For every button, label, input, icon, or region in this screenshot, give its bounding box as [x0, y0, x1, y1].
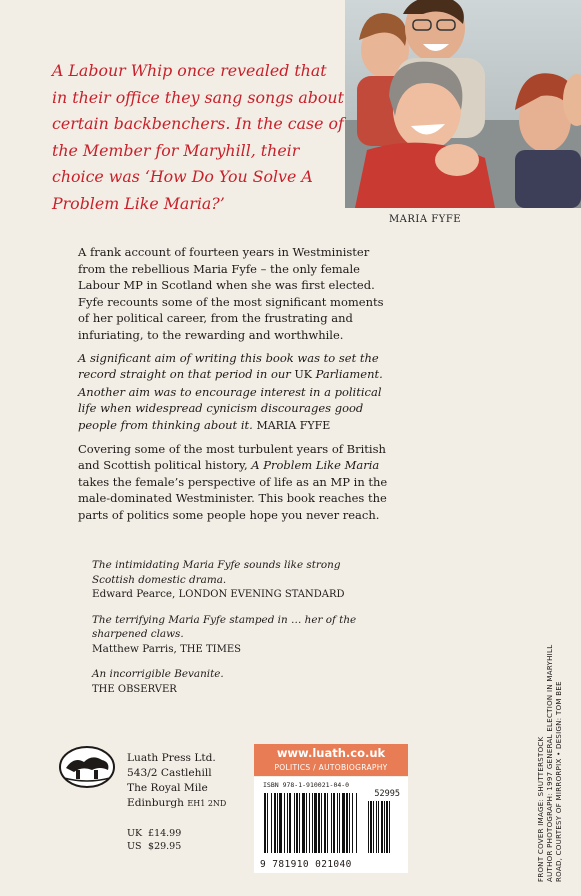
press-reviews — [92, 558, 382, 707]
blurb-2-before: Covering some of the most turbulent years of British and Scottish political history, — [78, 441, 386, 473]
image-credits — [537, 612, 564, 882]
photo-caption: MARIA FYFE — [388, 214, 462, 225]
review-credit — [92, 587, 382, 603]
barcode-addon-number: 52995 — [374, 789, 400, 799]
review-credit — [92, 682, 382, 698]
review-quote: An incorrigible Bevanite. — [92, 668, 224, 680]
blurb-2-after: takes the female’s perspective of life as an MP in the male-dominated Westminister. This book reaches the parts of politics some people hope you never reach. — [78, 474, 388, 522]
isbn-label: ISBN 978-1-910021-04-0 — [263, 781, 350, 789]
review-quote: The terrifying Maria Fyfe stamped in … her of the sharpened claws. — [92, 613, 357, 640]
review-name: Matthew Parris, — [92, 642, 181, 655]
publisher-logo-icon — [58, 744, 116, 790]
blurb-paragraph-2 — [78, 441, 396, 524]
price-row — [127, 827, 181, 840]
barcode-icon — [264, 789, 398, 859]
blurb-paragraph-1: A frank account of fourteen years in Westminister from the rebellious Maria Fyfe – the only female Labour MP in Scotland when she was first elected. Fyfe recounts some of the most significant moments of her political career, from the frustrating and infuriating, to the rewarding and worthwhile. — [78, 245, 384, 342]
credit-line: FRONT COVER IMAGE: SHUTTERSTOCK — [537, 736, 545, 882]
book-title: A Problem Like Maria — [251, 458, 380, 473]
pull-quote: A Labour Whip once revealed that in their office they sang songs about certain backbenchers. In the case of the Member for Maryhill, their choice was ‘How Do You Solve A Problem Like Maria?’ — [52, 61, 344, 213]
author-quote-attribution: MARIA FYFE — [256, 418, 331, 432]
price-region: US — [127, 841, 142, 852]
blurb — [78, 244, 396, 530]
review-item — [92, 558, 382, 603]
prices — [127, 827, 181, 853]
book-category: POLITICS / AUTOBIOGRAPHY — [254, 762, 408, 776]
price-amount: £14.99 — [148, 828, 182, 839]
review-name: Edward Pearce, — [92, 588, 179, 600]
publisher-name: Luath Press Ltd. — [127, 752, 216, 764]
author-quote-uk: UK — [294, 368, 312, 382]
review-quote: The intimidating Maria Fyfe sounds like strong Scottish domestic drama. — [92, 559, 341, 586]
review-source: THE TIMES — [180, 643, 242, 655]
barcode-block — [254, 744, 408, 874]
ean-number: 9 781910 021040 — [260, 859, 352, 870]
credit-line: AUTHOR PHOTOGRAPH: 1997 GENERAL ELECTION IN MARYHILL — [546, 644, 554, 882]
publisher-postcode: EH1 2ND — [187, 799, 227, 808]
barcode-panel — [254, 777, 408, 873]
price-region: UK — [127, 828, 143, 839]
author-quote-text-b: Parliament. Another aim was to encourage interest in a political life when widespread cynicism discourages good people from thinking about it. — [78, 367, 383, 432]
publisher-address-line-1: 543/2 Castlehill — [127, 767, 212, 779]
author-quote-text-a: A significant aim of writing this book was to set the record straight on that period in our — [78, 350, 379, 382]
review-item — [92, 613, 382, 658]
price-amount: $29.95 — [148, 841, 182, 852]
review-source: THE OBSERVER — [92, 683, 177, 695]
price-row — [127, 840, 181, 853]
publisher-address — [127, 751, 226, 811]
author-photo — [345, 0, 581, 208]
publisher-city-line — [127, 796, 226, 811]
author-quote — [78, 350, 396, 435]
review-item — [92, 667, 382, 697]
review-source: LONDON EVENING STANDARD — [178, 589, 345, 600]
publisher-address-line-2: The Royal Mile — [127, 782, 208, 794]
review-credit — [92, 642, 382, 658]
publisher-city: Edinburgh — [127, 797, 184, 809]
website-url: www.luath.co.uk — [254, 744, 408, 762]
credit-line: ROAD, COURTESY OF MIRRORPIX • DESIGN: TOM BEE — [555, 681, 563, 882]
